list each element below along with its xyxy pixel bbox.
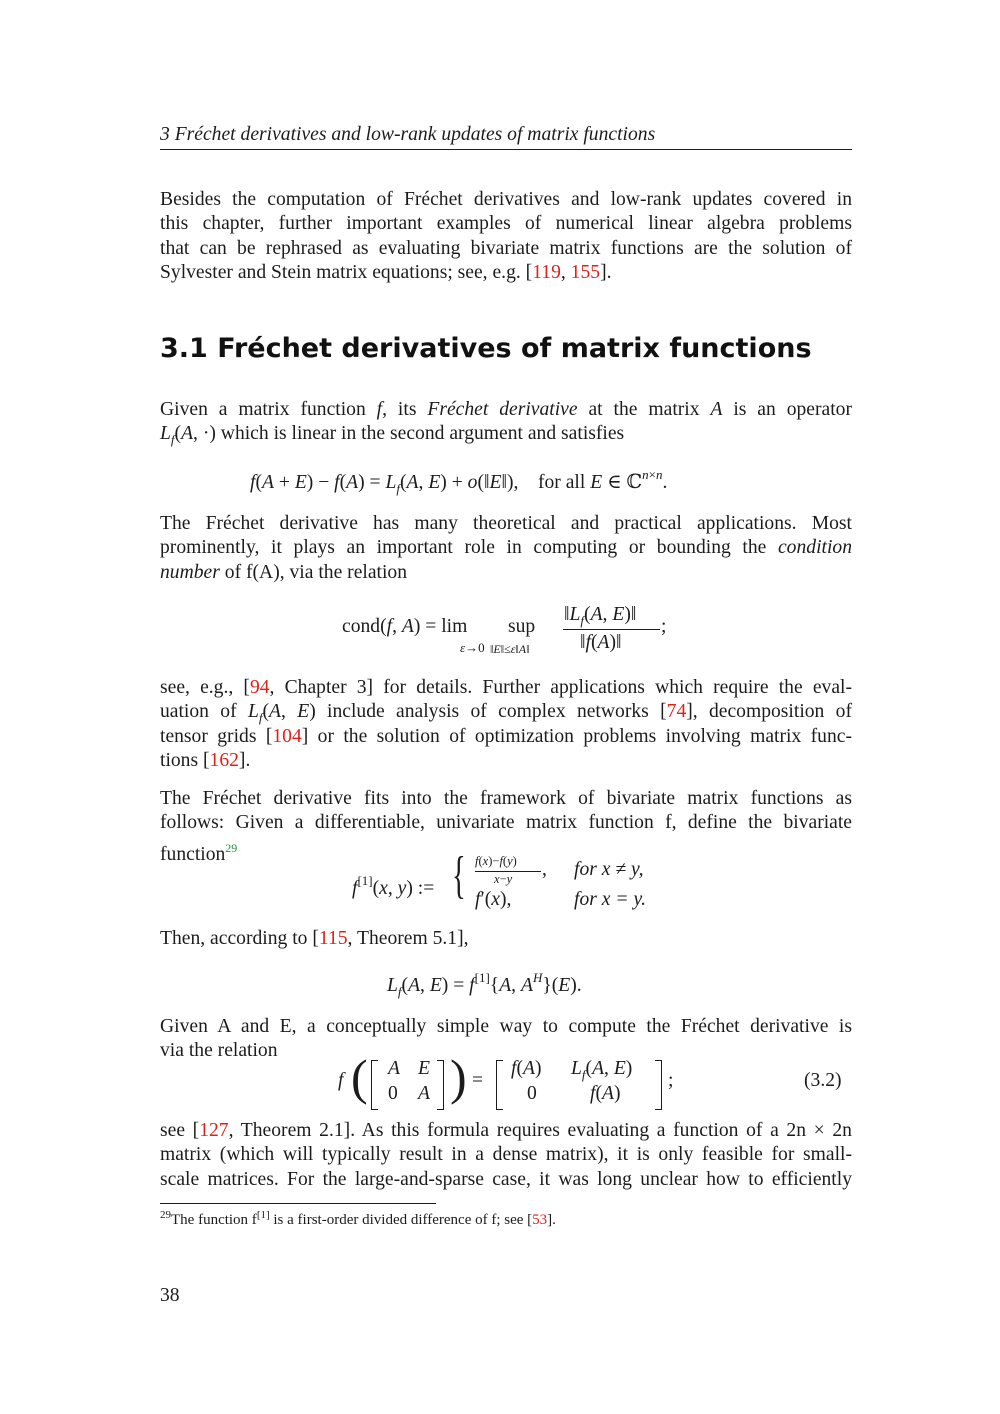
equation-condition-number: cond(f, A) = lim [342,616,468,637]
footnote-text: The function f [171,1212,257,1228]
sup-subscript: ‖E‖≤ε‖A‖ [490,642,530,656]
term-frechet-derivative: Fréchet derivative [427,399,578,420]
citation-link[interactable]: 94 [249,677,270,698]
text-line: Given A and E, a conceptually simple way to compute the Fréchet derivative is [160,1016,852,1037]
case1-condition: for x ≠ y, [574,859,644,880]
matrix-entry: A [418,1083,430,1104]
paragraph-condition [160,512,852,585]
text-line: The Fréchet derivative has many theoretical and practical applications. Most [160,513,852,534]
intro-text: Sylvester and Stein matrix equations; see, e.g. [ [160,261,533,283]
text-line: matrix (which will typically result in a dense matrix), it is only feasible for small- [160,1144,852,1166]
case2-condition: for x = y. [574,889,646,910]
matrix-entry: f(A) [590,1083,621,1104]
case1-comma: , [542,859,547,880]
text-line: scale matrices. For the large-and-sparse case, it was long unclear how to efficiently [160,1168,852,1190]
intro-paragraph [160,188,852,285]
text: function [160,843,226,865]
block-eq-f: f [338,1070,344,1091]
matrix-entry: E [418,1058,430,1079]
text: of f(A), via the relation [219,561,408,583]
text-line: via the relation [160,1040,278,1062]
text: at the matrix [577,399,711,420]
text-line [160,676,852,700]
right-bracket [437,1060,444,1110]
text: ]. [238,749,251,771]
text: include analysis of complex networks [ [315,701,667,723]
case1-denominator: x−y [494,872,513,886]
matrix-entry: 0 [527,1083,537,1104]
text-line: follows: Given a differentiable, univariate matrix function f, define the bivariate [160,812,852,834]
citation-link[interactable]: 162 [209,749,239,771]
citation-link[interactable]: 53 [532,1212,548,1228]
footnote-rule [160,1203,436,1204]
equals-sign: = [472,1070,484,1091]
semicolon: ; [668,1070,674,1091]
paragraph-limitations [160,1119,852,1192]
equation-bivariate-form: $L_f(A$, E) = f[1]{A, $A^H\}(E)$. [387,970,582,999]
paragraph-definition [160,398,852,447]
paragraph-theorem [160,927,852,951]
text: tions [ [160,749,210,771]
fraction-denominator: ‖f(A)‖ [580,632,622,653]
matrix-entry: 0 [388,1083,398,1104]
page-number: 38 [160,1285,180,1306]
paragraph-block-formula [160,1015,852,1064]
text: , its [382,399,428,420]
text-line [160,749,852,773]
citation-link[interactable]: 115 [318,928,348,949]
left-bracket [496,1060,503,1110]
text-line [160,927,852,951]
left-paren: ( [351,1049,368,1105]
eq-text: for all [537,472,586,493]
text: tensor grids [ [160,725,273,747]
running-head: 3 Fréchet derivatives and low-rank updates of matrix functions [160,124,656,145]
matrix-entry: f(A) [511,1058,542,1079]
citation-link[interactable]: 74 [666,701,687,723]
intro-line: Sylvester and Stein matrix equations; see, e.g. [119, 155]. [160,261,612,283]
case2-expression: f′(x), [475,889,512,910]
divided-difference-lhs: f[1](x, y) := [352,873,435,899]
case1-numerator: f(x)−f(y) [475,854,517,868]
header-rule [160,149,852,150]
text-line [160,1119,852,1143]
citation-link[interactable]: 119 [532,261,561,283]
text: , Theorem 2.1]. As this formula requires evaluating a function of a 2n × 2n [228,1120,852,1141]
citation-link[interactable]: 104 [272,725,302,747]
text: uation of [160,701,248,723]
semicolon: ; [661,616,667,637]
text-line [160,536,852,560]
text-line: The Fréchet derivative fits into the framework of bivariate matrix functions as [160,788,852,809]
matrix-entry: $L_f(A$, E) [571,1058,633,1082]
text: Given a matrix function [160,399,377,420]
fraction-bar [563,629,660,630]
text-line: uation of $L_f(A$, E) include analysis of complex networks [74], decomposition of [160,701,853,726]
intro-line: that can be rephrased as evaluating bivariate matrix functions are the solution of [160,237,852,259]
text-line [160,725,852,749]
text-line: $L_f(A$, ·) which is linear in the second argument and satisfies [160,423,625,448]
left-brace: { [452,847,466,904]
footnote-text: ]. [547,1212,556,1228]
equation-number: (3.2) [804,1070,842,1091]
text: which is linear in the second argument and satisfies [215,423,625,445]
footnote: $^{29}$The function f[1] is a first-order divided difference of f; see [53]. [160,1209,556,1228]
sup-operator: sup [508,616,536,637]
text: see, e.g., [ [160,677,250,698]
equation-frechet-definition: $f(A + E) - f(A) = L_f(A$, E) + o(‖E‖), for all E ∈ ℂ$^{n\times n}$. [250,467,668,496]
footnote-number: 29 [160,1209,171,1221]
citation-link[interactable]: 127 [199,1120,229,1141]
term-number: number [160,561,220,583]
text: see [ [160,1120,200,1141]
right-paren: ) [450,1049,467,1105]
intro-line: this chapter, further important examples of numerical linear algebra problems [160,213,852,235]
term-condition: condition [777,537,852,559]
fraction-numerator: $‖L_f(A$, E)‖ [564,604,637,628]
right-bracket [655,1060,662,1110]
footnote-text: is a first-order divided difference of f; see [ [269,1212,533,1228]
text: ], decomposition of [686,701,853,723]
text: prominently, it plays an important role in computing or bounding the [160,537,778,559]
footnote-marker[interactable]: 29 [225,840,238,855]
text-line: Given a matrix function f, its Fréchet derivative at the matrix A is an operator [160,399,852,420]
text: ] or the solution of optimization problems involving matrix func- [301,725,852,747]
left-bracket [371,1060,378,1110]
text: , Theorem 5.1], [347,928,469,949]
text: , Chapter 3] for details. Further applications which require the eval- [269,677,852,698]
matrix-entry: A [388,1058,400,1079]
text-line [160,561,852,585]
intro-line: Besides the computation of Fréchet derivatives and low-rank updates covered in [160,189,852,210]
citation-link[interactable]: 155 [570,261,601,283]
text: is an operator [722,399,852,420]
text: Then, according to [ [160,928,319,949]
section-title: 3.1 Fréchet derivatives of matrix functions [160,333,812,364]
paragraph-applications [160,676,852,773]
limit-subscript: ε→0 [460,640,485,655]
